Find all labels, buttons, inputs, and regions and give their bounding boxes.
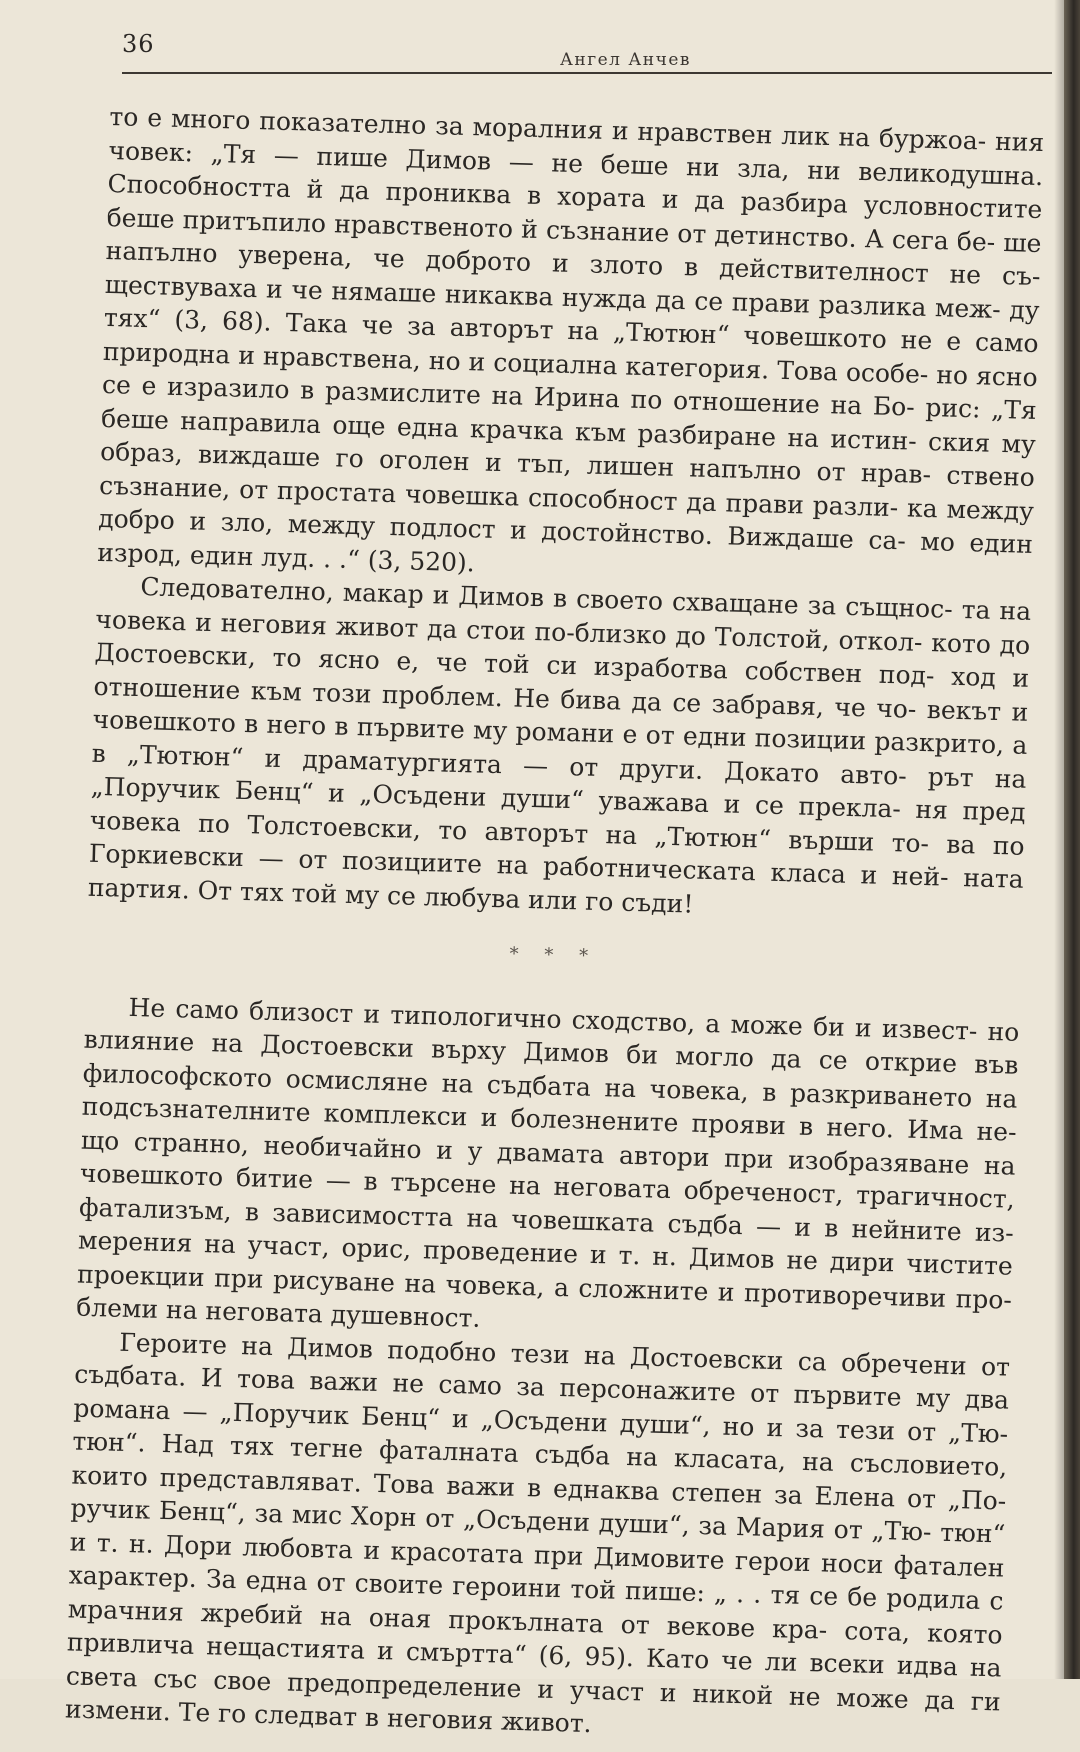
paragraph: Не само близост и типологично сходство, а може би и извест- но влияние на Достоевски върху Димов би могло да се открие във философското осмисляне на съдбата на човека, в разкриването на подсъзнателните комплекси и болезнените прояви в него. Има не- що странно, необичайно и у двамата автори при изобразяване на човешкото битие — в търсене на неговата обреченост, трагичност, фатализъм, в зависимостта на човешката съдба — и в нейните из- мерения на участ, орис, проведение и т. н. Димов не дири чистите проекции при рисуване на човека, а сложните и противоречиви про- блеми на неговата душевност. — [75, 992, 1020, 1333]
binding-shadow — [1054, 0, 1064, 1679]
page-number: 36 — [122, 30, 155, 58]
section-separator: * * * — [509, 943, 599, 967]
page-header — [122, 24, 1052, 76]
paragraph: то е много показателно за моралния и нравствен лик на буржоа- ния човек: „Тя — пише Димов — не беше ни зла, ни великодушна. Способността й да прониква в хората и да разбира условностите беше притъпило нравственото й съзнание от детинство. А сега бе- ше напълно уверена, че доброто и злото в действителност не съ- ществуваха и че нямаше никаква нужда да се прави разлика меж- ду тях“ (3, 68). Така че за авторът на „Тютюн“ човешкото не е само природна и нравствена, но и социална категория. Това особе- но ясно се е изразило в размислите на Ирина по отношение на Бо- рис: „Тя беше направила още една крачка към разбиране на истин- ския му образ, виждаше го оголен и тъп, лишен напълно от нрав- ствено съзнание, от простата човешка способност да прави разли- ка между добро и зло, между подлост и достойнство. Виждаше са- мо един изрод, един луд. . .“ (3, 520). — [96, 101, 1045, 577]
paragraph: Героите на Димов подобно тези на Достоевски са обречени от съдбата. И това важи не само за персонажите от първите му два романа — „Поручик Бенц“ и „Осъдени души“, но и за тези от „Тю- тюн“. Над тях тегне фаталната съдба на класата, на съсловието, които представляват. Това важи в еднаква степен за Елена от „По- ручик Бенц“, за мис Хорн от „Осъдени души“, за Мария от „Тю- тюн“ и т. н. Дори любовта и красотата при Димовите герои носи фатален характер. За една от своите героини той пише: „ . . тя се бе родила с мрачния жребий на оная прокълната от векове кра- сота, която привлича нещастията и смъртта“ (6, 95). Като че ли всеки идва на света със свое предопределение и участ и никой не може да ги измени. Те го следват в неговия живот. — [64, 1327, 1011, 1739]
running-head: Ангел Анчев — [560, 50, 691, 70]
page-edge — [1064, 0, 1080, 1679]
header-rule — [122, 72, 1052, 74]
paragraph: Следователно, макар и Димов в своето схващане за същнос- та на човека и неговия живот да стои по-близко до Толстой, откол- кото до Достоевски, то ясно е, че той си изработва собствен под- ход и отношение към този проблем. Не бива да се забравя, че чо- векът и човешкото в него в първите му романи е от едни позиции разкрито, а в „Тютюн“ и драматургията — от други. Докато авто- рът на „Поручик Бенц“ и „Осъдени души“ уважава и се прекла- ня пред човека по Толстоевски, то авторът на „Тютюн“ върши то- ва по Горкиевски — от позициите на работническата класа и ней- ната партия. От тях той му се любува или го съди! — [87, 572, 1032, 919]
body-text — [65, 100, 1045, 1752]
